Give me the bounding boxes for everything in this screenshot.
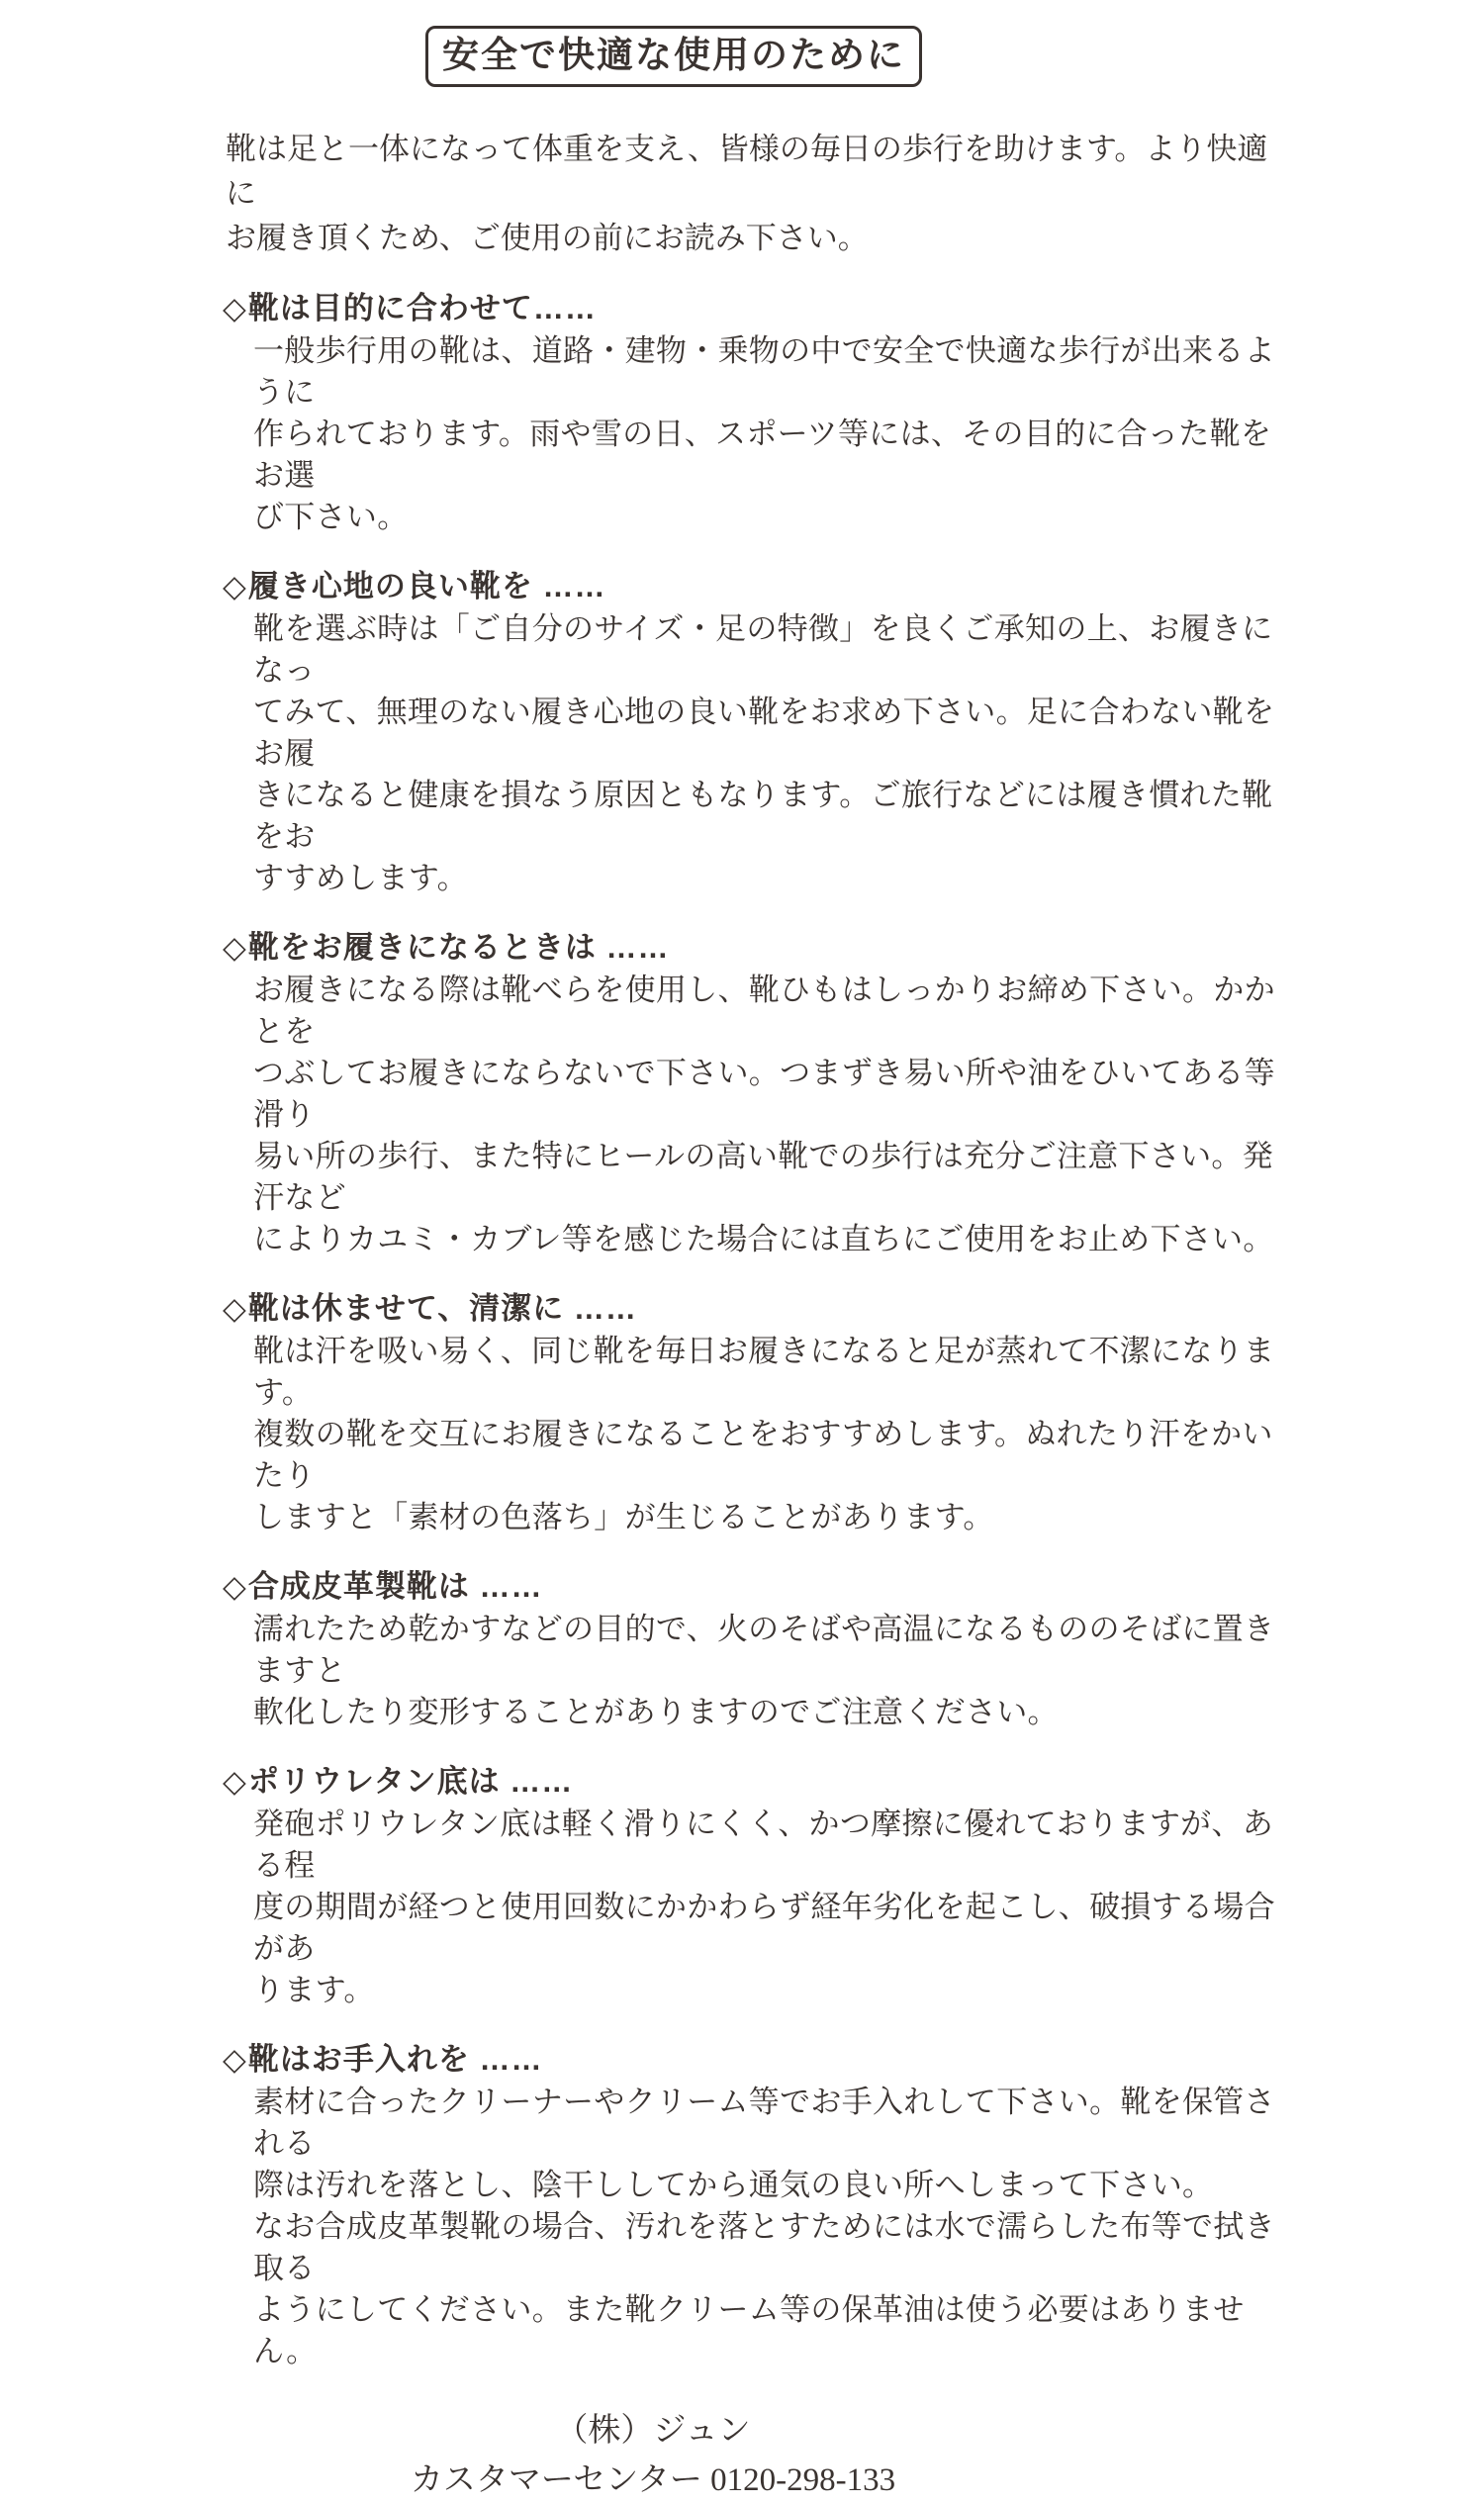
body-line: 発砲ポリウレタン底は軽く滑りにくく、かつ摩擦に優れておりますが、ある程 <box>253 1806 1274 1883</box>
body-line: 軟化したり変形することがありますのでご注意ください。 <box>253 1694 1059 1729</box>
section-body <box>253 608 1301 899</box>
body-line: 靴を選ぶ時は「ご自分のサイズ・足の特徴」を良くご承知の上、お履きになっ <box>253 610 1273 688</box>
body-line: 作られております。雨や雪の日、スポーツ等には、その目的に合った靴をお選 <box>253 416 1272 493</box>
section-body <box>253 2082 1301 2372</box>
body-line: 度の期間が経つと使用回数にかかわらず経年劣化を起こし、破損する場合があ <box>253 1889 1275 1966</box>
customer-center-phone: カスタマーセンター 0120-298-133 <box>410 2461 896 2498</box>
title-row <box>0 0 1484 87</box>
body-line: てみて、無理のない履き心地の良い靴をお求め下さい。足に合わない靴をお履 <box>253 694 1275 771</box>
body-line: 際は汚れを落とし、陰干ししてから通気の良い所へしまって下さい。 <box>253 2167 1214 2202</box>
body-line: 靴は汗を吸い易く、同じ靴を毎日お履きになると足が蒸れて不潔になります。 <box>253 1333 1275 1410</box>
diamond-bullet-icon: ◇ <box>223 1290 247 1326</box>
section-heading <box>223 1565 1301 1609</box>
diamond-bullet-icon: ◇ <box>223 1568 247 1604</box>
section-body <box>253 330 1301 538</box>
section-heading-label: ポリウレタン底は …… <box>247 1763 574 1799</box>
section-heading-label: 靴はお手入れを …… <box>247 2041 543 2077</box>
body-line: ようにしてください。また靴クリーム等の保革油は使う必要はありません。 <box>253 2291 1245 2368</box>
body-line: 易い所の歩行、また特にヒールの高い靴での歩行は充分ご注意下さい。発汗など <box>253 1138 1274 1215</box>
body-line: 複数の靴を交互にお履きになることをおすすめします。ぬれたり汗をかいたり <box>253 1416 1273 1493</box>
section-heading <box>223 2038 1301 2082</box>
diamond-bullet-icon: ◇ <box>223 568 247 603</box>
body-line: 素材に合ったクリーナーやクリーム等でお手入れして下さい。靴を保管される <box>253 2084 1275 2161</box>
section-polyurethane-sole <box>223 1760 1301 2011</box>
section-heading-label: 靴をお履きになるときは …… <box>247 929 670 965</box>
section-body <box>253 1609 1301 1733</box>
section-rest-and-clean <box>223 1287 1301 1538</box>
body-line: によりカユミ・カブレ等を感じた場合には直ちにご使用をお止め下さい。 <box>253 1221 1274 1256</box>
body-line: 濡れたため乾かすなどの目的で、火のそばや高温になるもののそばに置きますと <box>253 1611 1275 1688</box>
intro-paragraph <box>226 127 1289 260</box>
diamond-bullet-icon: ◇ <box>223 929 247 965</box>
diamond-bullet-icon: ◇ <box>223 2041 247 2077</box>
section-heading <box>223 1760 1301 1804</box>
body-line: お履きになる際は靴べらを使用し、靴ひもはしっかりお締め下さい。かかとを <box>253 972 1275 1049</box>
body-line: すすめします。 <box>253 860 468 895</box>
diamond-bullet-icon: ◇ <box>223 1763 247 1799</box>
section-heading-label: 合成皮革製靴は …… <box>247 1568 543 1604</box>
section-heading <box>223 565 1301 608</box>
section-heading-label: 靴は目的に合わせて…… <box>247 290 597 325</box>
section-heading <box>223 926 1301 970</box>
section-heading-label: 靴は休ませて、清潔に …… <box>247 1290 637 1326</box>
body-line: きになると健康を損なう原因ともなります。ご旅行などには履き慣れた靴をお <box>253 777 1273 854</box>
section-care <box>223 2038 1301 2372</box>
intro-line: お履き頂くため、ご使用の前にお読み下さい。 <box>226 220 869 255</box>
body-line: なお合成皮革製靴の場合、汚れを落とすためには水で濡らした布等で拭き取る <box>253 2208 1275 2285</box>
section-body <box>253 1804 1301 2011</box>
section-comfort <box>223 565 1301 899</box>
body-line: び下さい。 <box>253 499 409 534</box>
body-line: しますと「素材の色落ち」が生じることがあります。 <box>253 1499 994 1534</box>
body-line: つぶしてお履きにならないで下さい。つまずき易い所や油をひいてある等滑り <box>253 1055 1275 1132</box>
section-heading-label: 履き心地の良い靴を …… <box>247 568 606 603</box>
section-purpose <box>223 287 1301 538</box>
footer <box>223 2406 1083 2505</box>
page-title: 安全で快適な使用のために <box>425 26 922 87</box>
section-body <box>253 970 1301 1260</box>
section-body <box>253 1331 1301 1538</box>
section-heading <box>223 1287 1301 1331</box>
body-line: ります。 <box>253 1972 375 2007</box>
section-wearing <box>223 926 1301 1260</box>
company-name: （株）ジュン <box>555 2412 751 2449</box>
intro-line: 靴は足と一体になって体重を支え、皆様の毎日の歩行を助けます。より快適に <box>226 131 1268 211</box>
body-line: 一般歩行用の靴は、道路・建物・乗物の中で安全で快適な歩行が出来るように <box>253 332 1275 410</box>
diamond-bullet-icon: ◇ <box>223 290 247 325</box>
section-heading <box>223 287 1301 330</box>
section-synthetic-leather <box>223 1565 1301 1733</box>
